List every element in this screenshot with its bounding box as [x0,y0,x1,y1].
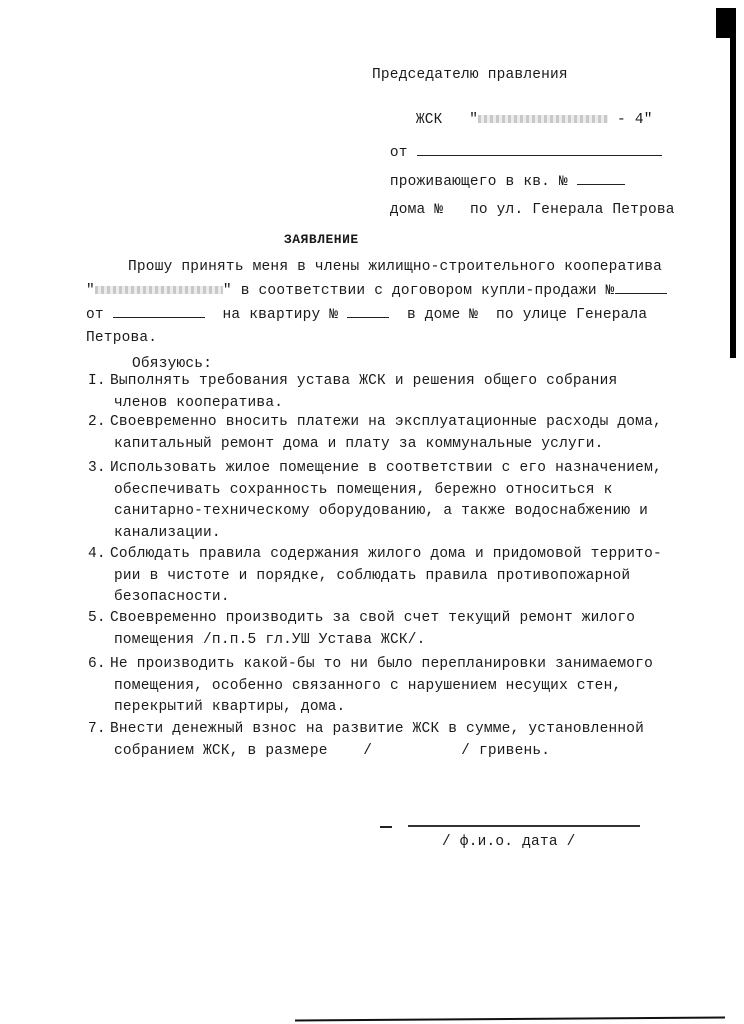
obligation-text: Своевременно производить за свой счет текущий ремонт жилого [110,610,636,626]
scan-edge-mark [716,8,730,38]
obligation-text: помещения, особенно связанного с нарушением несущих стен, [114,677,622,694]
obligation-4-line [114,588,230,606]
intro-line-3 [86,306,647,324]
obligation-3-line [88,459,662,477]
obligation-text: Внести денежный взнос на развитие ЖСК в сумме, установленной [110,721,645,737]
coop-line: ЖСК " - 4" [415,112,653,128]
obligation-7-line [88,720,644,738]
obligation-2-line [88,413,662,431]
obligation-5-line [88,609,635,627]
intro-house-label: в доме № [406,307,479,323]
obligation-number: 7. [88,721,106,737]
obligation-2-line [114,435,604,453]
obligation-number: 2. [88,414,106,430]
scan-edge-bottom [295,1016,725,1021]
obligation-text: Не производить какой-бы то ни было перепланировки занимаемого [110,656,653,672]
obligation-text: канализации. [114,524,221,541]
document-title: ЗАЯВЛЕНИЕ [284,232,359,247]
obligation-text: собранием ЖСК, в размере / / гривень. [114,742,551,759]
obligation-6-line [88,655,653,673]
obligation-number: I. [88,373,106,389]
intro-from: от [86,307,104,323]
obligation-text: помещения /п.п.5 гл.УШ Устава ЖСК/. [114,631,426,648]
obligations-label: Обязуюсь: [132,356,213,372]
intro-street: по улице Генерала [496,307,648,323]
intro-line-1: Прошу принять меня в члены жилищно-строительного кооператива [128,259,663,275]
addressee: Председателю правления [372,67,568,83]
obligation-1-line [114,394,283,412]
obligation-text: Использовать жилое помещение в соответствии с его назначением, [110,460,662,476]
obligation-7-line [114,742,550,760]
house-line [372,183,675,219]
obligation-text: обеспечивать сохранность помещения, бережно относиться к [114,481,613,498]
house-suffix: по ул. Генерала Петрова [469,202,675,218]
obligation-text: перекрытий квартиры, дома. [114,699,346,715]
obligation-number: 3. [88,460,106,476]
coop-name-redacted-2 [95,286,223,294]
signature-dash [380,826,392,828]
obligation-3-line [114,502,648,520]
contract-number-blank[interactable] [615,292,667,294]
signature-caption: / ф.и.о. дата / [442,834,576,850]
obligation-number: 6. [88,656,106,672]
obligation-text: безопасности. [114,589,230,605]
obligation-6-line [114,677,621,695]
obligation-text: рии в чистоте и порядке, соблюдать правила противопожарной [114,567,631,584]
obligation-text: санитарно-техническому оборудованию, а также водоснабжению и [114,503,649,519]
obligation-5-line [114,631,426,649]
obligation-3-line [114,524,221,542]
coop-name-redacted [478,115,608,123]
scan-edge-right [730,8,736,358]
coop-prefix: ЖСК [415,112,443,128]
obligation-text: Соблюдать правила содержания жилого дома и придомовой террито- [110,546,662,562]
obligation-4-line [88,545,662,563]
intro-apartment-blank[interactable] [347,316,389,318]
contract-date-blank[interactable] [113,316,205,318]
obligation-1-line [88,372,617,390]
obligation-3-line [114,481,612,499]
intro-line-2: " " в соответствии с договором купли-продажи № [86,282,667,300]
intro-line-2-text: " в соответствии с договором купли-продажи № [222,283,615,299]
obligation-number: 4. [88,546,106,562]
obligation-text: капитальный ремонт дома и плату за коммунальные услуги. [114,435,604,452]
obligation-number: 5. [88,610,106,626]
residing-label: проживающего в кв. № [389,174,568,190]
obligation-6-line [114,698,345,716]
signature-blank[interactable] [408,825,640,827]
obligation-4-line [114,567,630,585]
intro-line-4: Петрова. [86,330,158,346]
obligation-text: членов кооператива. [114,394,284,411]
obligation-text: Своевременно вносить платежи на эксплуатационные расходы дома, [110,414,662,430]
coop-suffix: - 4" [617,112,653,128]
house-prefix: дома № [389,202,444,218]
intro-apartment-label: на квартиру № [222,307,339,323]
from-label: от [389,145,408,161]
obligation-text: Выполнять требования устава ЖСК и решения общего собрания [110,373,618,389]
